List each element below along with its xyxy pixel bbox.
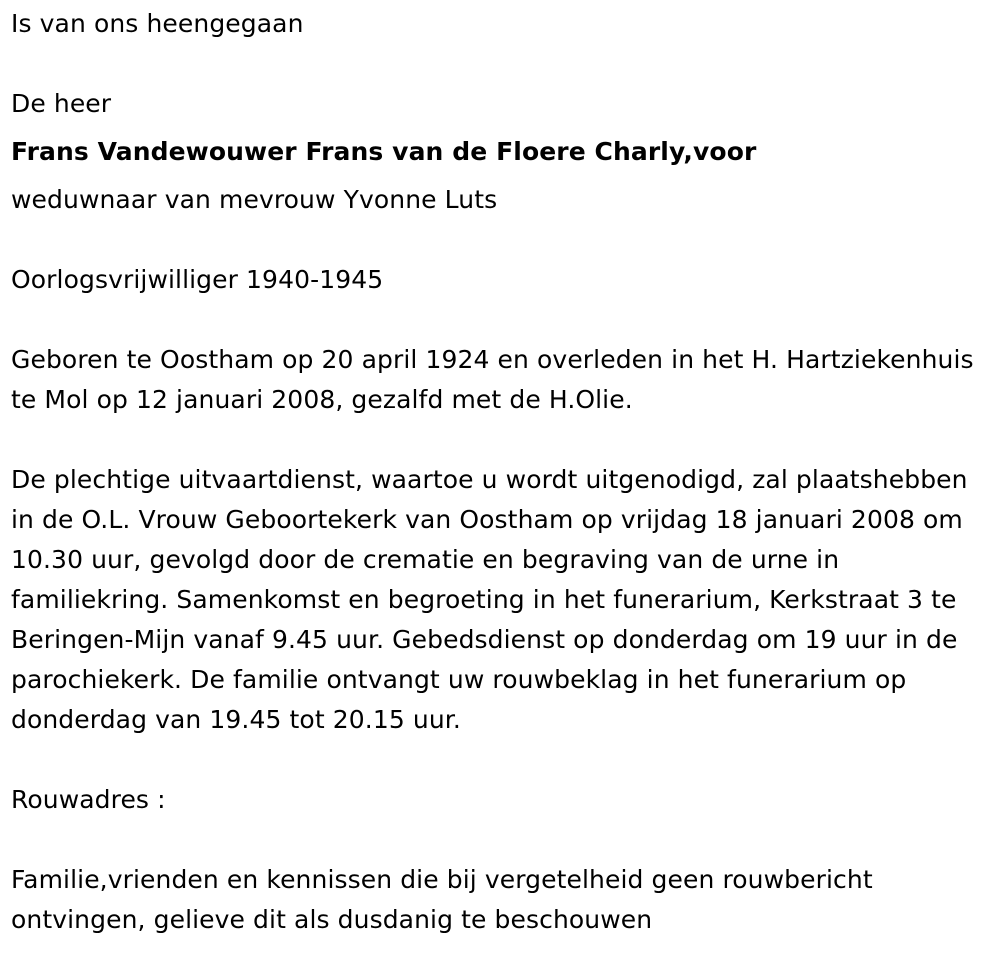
spacer xyxy=(11,124,986,132)
death-notice xyxy=(11,4,986,940)
spacer xyxy=(11,220,986,260)
spacer xyxy=(11,172,986,180)
intro-text: Is van ons heengegaan xyxy=(11,9,304,38)
distinction-text: Oorlogsvrijwilliger 1940-1945 xyxy=(11,265,384,294)
spacer xyxy=(11,820,986,860)
spacer xyxy=(11,44,986,84)
birth-death-paragraph: Geboren te Oostham op 20 april 1924 en overleden in het H. Hartziekenhuis te Mol op 12 januari 2008, gezalfd met de H.Olie. xyxy=(11,345,974,414)
address-label: Rouwadres : xyxy=(11,785,166,814)
spacer xyxy=(11,740,986,780)
title-text: De heer xyxy=(11,89,112,118)
deceased-name: Frans Vandewouwer Frans van de Floere Charly,voor xyxy=(11,137,757,166)
closing-paragraph: Familie,vrienden en kennissen die bij vergetelheid geen rouwbericht ontvingen, gelieve dit als dusdanig te beschouwen xyxy=(11,865,873,934)
spouse-text: weduwnaar van mevrouw Yvonne Luts xyxy=(11,185,498,214)
spacer xyxy=(11,300,986,340)
funeral-paragraph: De plechtige uitvaartdienst, waartoe u wordt uitgenodigd, zal plaatshebben in de O.L. Vrouw Geboortekerk van Oostham op vrijdag 18 januari 2008 om 10.30 uur, gevolgd door de crematie en begraving van de urne in familiekring. Samenkomst en begroeting in het funerarium, Kerkstraat 3 te Beringen-Mijn vanaf 9.45 uur. Gebedsdienst op donderdag om 19 uur in de parochiekerk. De familie ontvangt uw rouwbeklag in het funerarium op donderdag van 19.45 tot 20.15 uur. xyxy=(11,465,968,734)
spacer xyxy=(11,420,986,460)
